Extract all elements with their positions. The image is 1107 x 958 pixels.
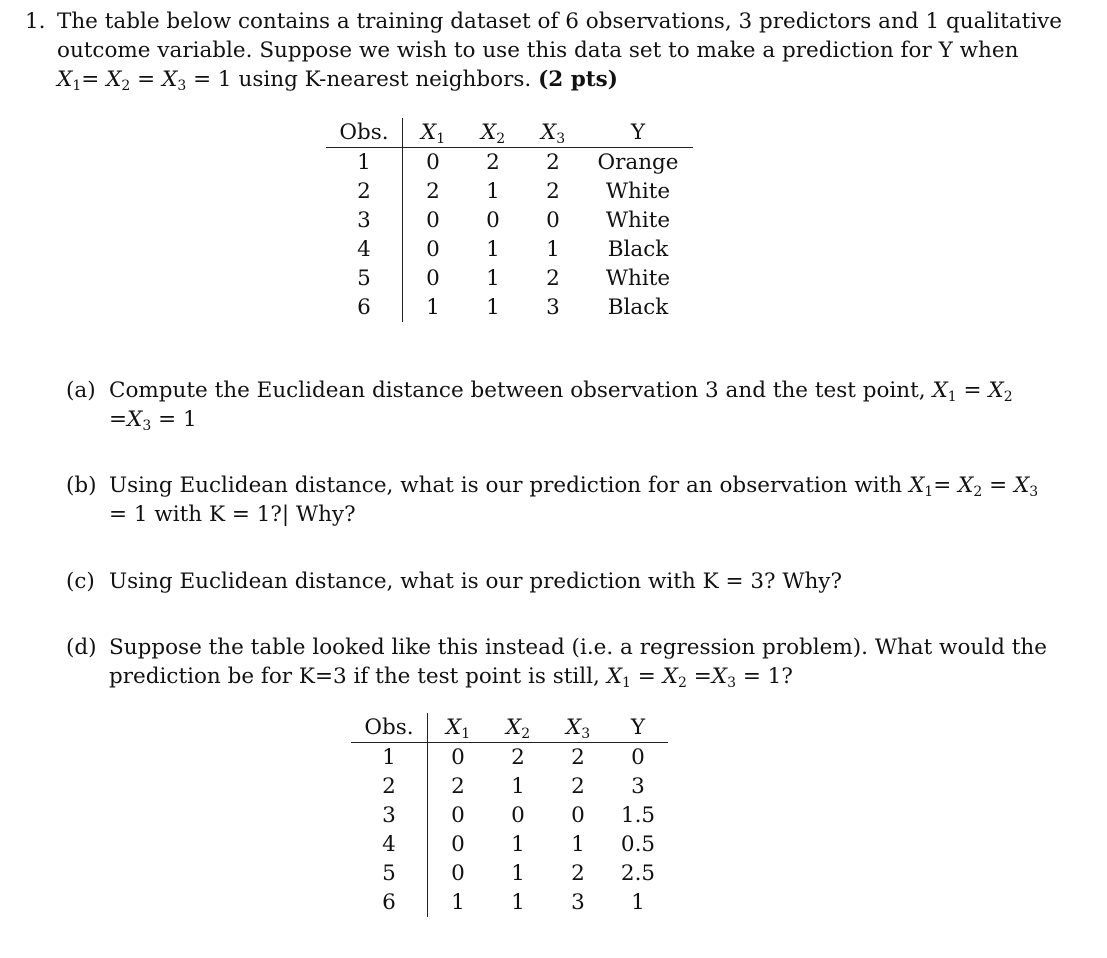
part-c-line-1: Using Euclidean distance, what is our prediction with K = 3? Why?: [109, 569, 842, 594]
cell-y: 3: [631, 774, 645, 799]
part-c-label: (c): [66, 569, 95, 594]
regression-data-table: [351, 713, 668, 917]
cell-x2: 1: [511, 832, 525, 857]
cell-y: 1.5: [620, 803, 656, 828]
cell-x2: 1: [511, 890, 525, 915]
part-a-line-2: [109, 405, 197, 434]
cell-x1: 0: [451, 861, 465, 886]
cell-obs: 3: [326, 206, 403, 235]
question-points: (2 pts): [538, 67, 618, 92]
cell-x2: 0: [486, 208, 500, 233]
cell-obs: 2: [326, 177, 403, 206]
cell-x1: 0: [451, 832, 465, 857]
cell-x3: 2: [546, 179, 560, 204]
question-text-line-1: The table below contains a training dataset of 6 observations, 3 predictors and 1 qualitative: [57, 9, 1062, 34]
cell-x1: 1: [451, 890, 465, 915]
cell-x1: 0: [426, 237, 440, 262]
question-text-line-3: [57, 65, 618, 94]
question-text-line-2: outcome variable. Suppose we wish to use this data set to make a prediction for Y when: [57, 38, 1019, 63]
cell-x2: 1: [486, 237, 500, 262]
cell-x3: 3: [546, 295, 560, 320]
test-point-equation: $X_1= X_2 = X_3 = 1$: [57, 67, 232, 94]
cell-obs: 5: [326, 264, 403, 293]
part-b-text: Using Euclidean distance, what is our prediction for an observation with: [109, 473, 903, 498]
part-d-line-2: [109, 662, 793, 691]
cell-x3: 2: [571, 745, 585, 770]
cell-x3: 2: [571, 861, 585, 886]
cell-y: White: [605, 179, 671, 204]
header-x2: $X_2$: [463, 118, 523, 148]
table-row: [326, 235, 693, 264]
table-row: [351, 801, 668, 830]
table-row: [326, 177, 693, 206]
cell-x3: 2: [546, 266, 560, 291]
part-a-line-1: [109, 376, 1013, 405]
part-d-label: (d): [66, 635, 97, 660]
table-row: [326, 293, 693, 322]
cell-y: 0: [631, 745, 645, 770]
cell-x2: 1: [511, 774, 525, 799]
header-y: Y: [608, 713, 668, 743]
cell-obs: 6: [351, 888, 428, 917]
cell-x1: 0: [451, 745, 465, 770]
table-header-row: [351, 713, 668, 743]
cell-obs: 3: [351, 801, 428, 830]
cell-obs: 4: [351, 830, 428, 859]
header-x3: $X_3$: [523, 118, 583, 148]
cell-x3: 1: [546, 237, 560, 262]
cell-x2: 1: [486, 179, 500, 204]
table-row: [351, 830, 668, 859]
header-x1: $X_1$: [403, 118, 464, 148]
cell-x3: 2: [546, 150, 560, 175]
cell-x1: 0: [426, 150, 440, 175]
part-a-text: Compute the Euclidean distance between observation 3 and the test point,: [109, 378, 926, 403]
cell-obs: 5: [351, 859, 428, 888]
cell-x2: 0: [511, 803, 525, 828]
part-d-line-2-tail: = 1?: [742, 664, 793, 689]
cell-x2: 2: [511, 745, 525, 770]
table-row: [326, 148, 693, 178]
table-row: [351, 859, 668, 888]
cell-x2: 2: [486, 150, 500, 175]
table-row: [351, 888, 668, 917]
cell-x2: 1: [486, 266, 500, 291]
table-row: [326, 264, 693, 293]
cell-x1: 0: [426, 208, 440, 233]
cell-x2: 1: [486, 295, 500, 320]
cell-x1: 2: [426, 179, 440, 204]
cell-obs: 6: [326, 293, 403, 322]
header-y: Y: [583, 118, 693, 148]
question-number: 1.: [25, 9, 46, 34]
cell-x3: 0: [546, 208, 560, 233]
question-line-3-text: using K-nearest neighbors.: [238, 67, 532, 92]
table-row: [351, 772, 668, 801]
part-b-line-1: [109, 471, 1038, 500]
cell-obs: 2: [351, 772, 428, 801]
table-header-row: [326, 118, 693, 148]
cell-x1: 2: [451, 774, 465, 799]
cell-y: Orange: [597, 150, 679, 175]
cell-y: White: [605, 266, 671, 291]
part-b-line-2: = 1 with K = 1?| Why?: [109, 502, 356, 527]
cell-y: Black: [607, 295, 669, 320]
table-row: [351, 743, 668, 773]
cell-y: 0.5: [620, 832, 656, 857]
part-a-line-2-tail: = 1: [158, 407, 197, 432]
header-x3: $X_3$: [548, 713, 608, 743]
header-x2: $X_2$: [488, 713, 548, 743]
cell-obs: 4: [326, 235, 403, 264]
header-obs: Obs.: [351, 713, 428, 743]
cell-obs: 1: [326, 148, 403, 178]
cell-x3: 1: [571, 832, 585, 857]
cell-x1: 0: [451, 803, 465, 828]
part-d-line-1: Suppose the table looked like this instead (i.e. a regression problem). What would the: [109, 635, 1047, 660]
cell-x3: 3: [571, 890, 585, 915]
cell-y: 2.5: [620, 861, 656, 886]
cell-y: White: [605, 208, 671, 233]
training-data-table: [326, 118, 693, 322]
cell-x1: 1: [426, 295, 440, 320]
part-b-label: (b): [66, 473, 97, 498]
part-a-equation-cont: $=X_3$: [109, 407, 152, 434]
cell-y: 1: [631, 890, 645, 915]
part-b-equation: $X_1= X_2 = X_3$: [908, 473, 1039, 500]
header-obs: Obs.: [326, 118, 403, 148]
part-d-text: prediction be for K=3 if the test point is still,: [109, 664, 600, 689]
cell-x3: 2: [571, 774, 585, 799]
cell-x3: 0: [571, 803, 585, 828]
cell-y: Black: [607, 237, 669, 262]
header-x1: $X_1$: [428, 713, 489, 743]
cell-obs: 1: [351, 743, 428, 773]
cell-x1: 0: [426, 266, 440, 291]
table-row: [326, 206, 693, 235]
part-a-equation: $X_1 = X_2$: [932, 378, 1013, 405]
part-a-label: (a): [66, 378, 96, 403]
cell-x2: 1: [511, 861, 525, 886]
part-d-equation: $X_1 = X_2 =X_3$: [606, 664, 736, 691]
